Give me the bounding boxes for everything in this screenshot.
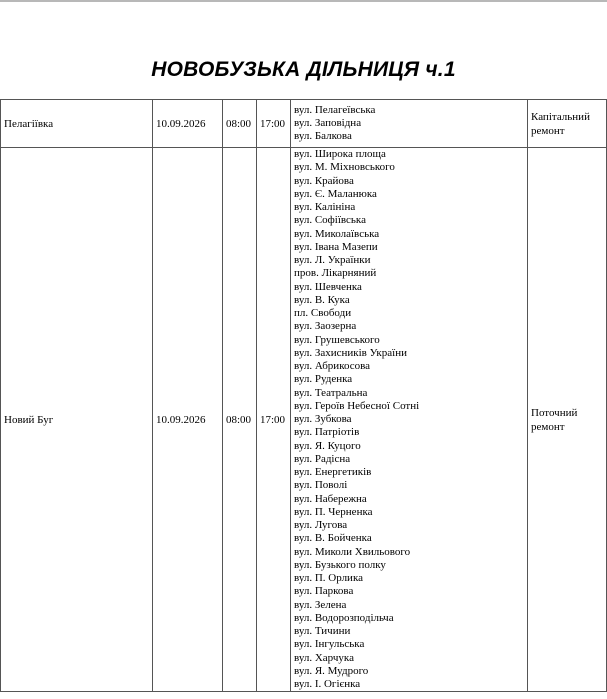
date-cell: 10.09.2026 [153, 148, 223, 692]
street-item: вул. І. Огієнка [294, 678, 361, 690]
page-top-border [0, 0, 607, 2]
street-item: вул. Бузького полку [294, 558, 386, 571]
street-item: вул. Балкова [294, 130, 352, 143]
street-item: вул. Абрикосова [294, 360, 371, 372]
street-item: вул. Івана Мазепи [294, 240, 378, 253]
street-item: вул. Калініна [294, 201, 356, 213]
end-time-cell: 17:00 [257, 148, 291, 692]
street-item: вул. Є. Маланюка [294, 187, 377, 200]
street-item: вул. Заповідна [294, 116, 362, 129]
work-type-cell: Поточний ремонт [528, 148, 607, 692]
street-item: вул. В. Кука [294, 293, 350, 306]
street-item: вул. Руденка [294, 373, 353, 386]
start-time-cell: 08:00 [223, 100, 257, 148]
settlement-cell: Новий Буг [1, 148, 153, 692]
street-item: вул. Л. Українки [294, 254, 371, 266]
street-item: вул. Театральна [294, 386, 368, 399]
streets-cell [291, 148, 528, 692]
street-item: вул. П. Черненка [294, 505, 373, 518]
street-item: пл. Свободи [294, 307, 352, 319]
start-time-cell: 08:00 [223, 148, 257, 692]
settlement-cell: Пелагіївка [1, 100, 153, 148]
street-item: вул. Зелена [294, 598, 347, 611]
street-item: вул. Героїв Небесної Сотні [294, 399, 420, 412]
street-item: вул. Миколаївська [294, 227, 380, 240]
page-title: НОВОБУЗЬКА ДІЛЬНИЦЯ ч.1 [151, 58, 456, 81]
street-item: вул. Набережна [294, 492, 367, 505]
street-item: вул. Водорозподільча [294, 611, 394, 624]
street-item: вул. Крайова [294, 174, 354, 187]
street-item: вул. В. Бойченка [294, 532, 372, 545]
street-item: вул. Шевченка [294, 280, 362, 293]
street-item: вул. Пелагеївська [294, 103, 376, 116]
street-item: вул. Інгульська [294, 638, 365, 651]
street-item: вул. Патріотів [294, 426, 360, 439]
work-type-cell: Капітальний ремонт [528, 100, 607, 148]
date-cell: 10.09.2026 [153, 100, 223, 148]
street-item: вул. Тичини [294, 625, 351, 637]
table-row [1, 148, 607, 692]
street-item: вул. Софіївська [294, 214, 366, 227]
street-item: вул. Захисників України [294, 346, 407, 359]
street-item: вул. Широка площа [294, 148, 386, 160]
outage-schedule-table [0, 99, 607, 692]
street-item: вул. Поволі [294, 479, 348, 492]
street-item: вул. Лугова [294, 519, 348, 531]
street-item: вул. Енергетиків [294, 466, 372, 478]
street-item: пров. Лікарняний [294, 267, 377, 280]
table-row [1, 100, 607, 148]
street-item: вул. Харчука [294, 651, 354, 664]
street-item: вул. П. Орлика [294, 572, 364, 584]
street-item: вул. М. Міхновського [294, 161, 395, 174]
street-item: вул. Грушевського [294, 333, 380, 346]
street-item: вул. Радісна [294, 452, 351, 465]
street-item: вул. Я. Мудрого [294, 664, 369, 677]
streets-cell [291, 100, 528, 148]
street-item: вул. Миколи Хвильового [294, 545, 411, 558]
street-item: вул. Заозерна [294, 320, 357, 333]
end-time-cell: 17:00 [257, 100, 291, 148]
street-item: вул. Паркова [294, 585, 354, 598]
street-item: вул. Зубкова [294, 413, 352, 425]
street-item: вул. Я. Куцого [294, 439, 361, 452]
